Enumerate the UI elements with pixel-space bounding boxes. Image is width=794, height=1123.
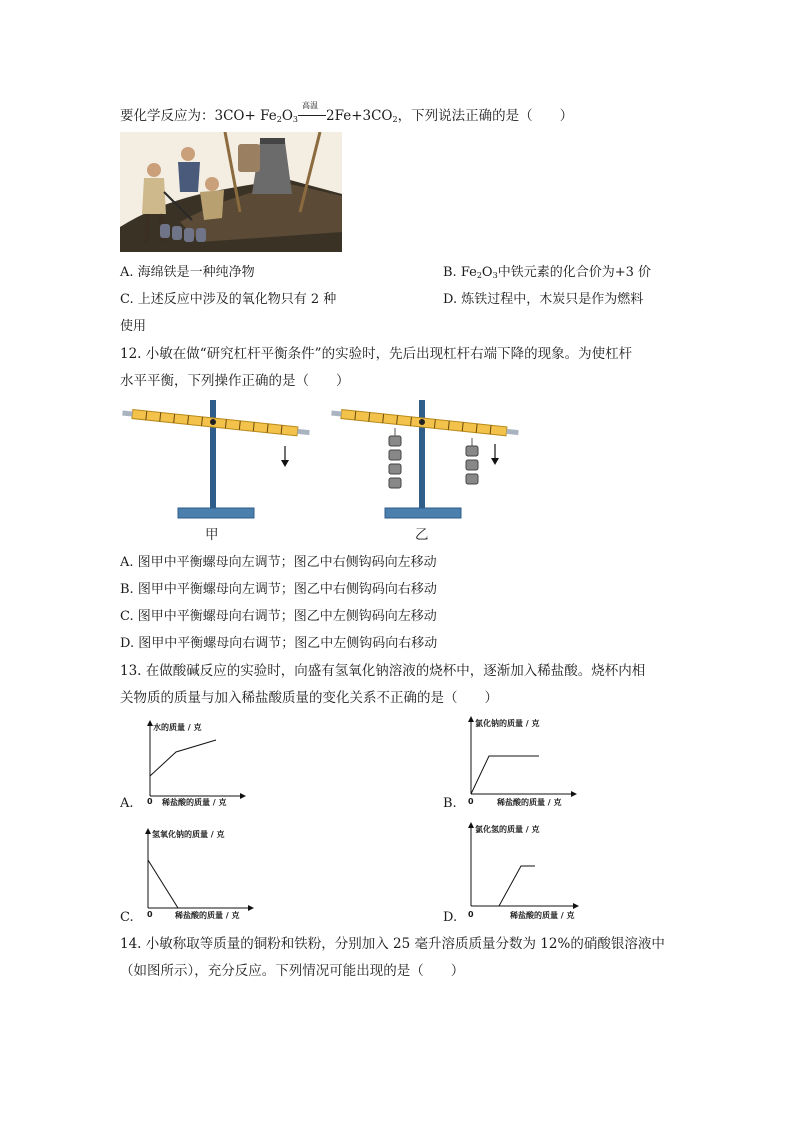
q13-graph-b-origin: 0	[468, 797, 474, 806]
q13-graph-c-ylabel: 氢氧化钠的质量 / 克	[152, 830, 225, 839]
q13-stem-line1: 13. 在做酸碱反应的实验时，向盛有氢氧化钠溶液的烧杯中，逐渐加入稀盐酸。烧杯内相	[120, 663, 646, 679]
q13-graph-a-xlabel: 稀盐酸的质量 / 克	[162, 798, 227, 807]
lever-caption-yi: 乙	[415, 527, 429, 543]
q13-graph-a-origin: 0	[147, 797, 153, 806]
q12-stem-line2: 水平平衡，下列操作正确的是（ ）	[120, 373, 350, 389]
q12-stem-line1: 12. 小敏在做“研究杠杆平衡条件”的实验时，先后出现杠杆右端下降的现象。为使杠杆	[120, 346, 633, 362]
q13-stem-line2: 关物质的质量与加入稀盐酸质量的变化关系不正确的是（ ）	[120, 690, 498, 706]
q13-option-b-letter[interactable]: B.	[443, 796, 457, 811]
q11-option-c[interactable]: C. 上述反应中涉及的氧化物只有 2 种	[120, 292, 337, 307]
q14-stem-line1: 14. 小敏称取等质量的铜粉和铁粉，分别加入 25 毫升溶质质量分数为 12%的硝酸银溶液中	[120, 936, 665, 952]
lever-caption-jia: 甲	[205, 527, 219, 543]
q12-option-d[interactable]: D. 图甲中平衡螺母向右调节；图乙中左侧钩码向右移动	[120, 636, 438, 651]
q13-graph-d-ylabel: 氯化氢的质量 / 克	[475, 825, 540, 834]
q13-graph-b-xlabel: 稀盐酸的质量 / 克	[497, 798, 562, 807]
q11-stem: 要化学反应为：$3CO+ Fe_2O_3$ 高温 $2Fe+3CO_2$，下列说法正确的是（ ）	[120, 101, 574, 124]
smelting-illustration	[120, 132, 342, 252]
q13-graph-b[interactable]	[463, 714, 593, 806]
q11-option-d-continued: 使用	[120, 319, 147, 334]
q13-graph-a-ylabel: 水的质量 / 克	[153, 723, 202, 732]
q11-option-a[interactable]: A. 海绵铁是一种纯净物	[120, 265, 255, 280]
q12-option-b[interactable]: B. 图甲中平衡螺母向左调节；图乙中右侧钩码向右移动	[120, 582, 437, 597]
q13-graph-d-origin: 0	[468, 910, 474, 919]
q12-option-c[interactable]: C. 图甲中平衡螺母向右调节；图乙中左侧钩码向左移动	[120, 609, 437, 624]
q13-option-a-letter[interactable]: A.	[120, 796, 134, 811]
q13-option-c-letter[interactable]: C.	[120, 910, 134, 925]
lever-figure-jia	[120, 396, 320, 546]
q13-graph-d-xlabel: 稀盐酸的质量 / 克	[510, 911, 575, 920]
lever-figure-yi	[325, 396, 525, 546]
reaction-condition: 高温	[298, 106, 326, 116]
q13-graph-b-ylabel: 氯化钠的质量 / 克	[475, 719, 540, 728]
q13-option-d-letter[interactable]: D.	[443, 910, 458, 925]
q13-graph-d[interactable]	[463, 820, 593, 918]
q13-graph-c[interactable]	[140, 826, 270, 920]
q13-graph-c-xlabel: 稀盐酸的质量 / 克	[175, 911, 240, 920]
q11-option-d[interactable]: D. 炼铁过程中，木炭只是作为燃料	[443, 292, 644, 307]
q13-graph-c-origin: 0	[147, 910, 153, 919]
q12-option-a[interactable]: A. 图甲中平衡螺母向左调节；图乙中右侧钩码向左移动	[120, 555, 437, 570]
q14-stem-line2: （如图所示），充分反应。下列情况可能出现的是（ ）	[120, 963, 465, 979]
q13-graph-a[interactable]	[140, 718, 270, 808]
q11-option-b[interactable]: B. $Fe_2O_3$中铁元素的化合价为+3 价	[443, 265, 651, 280]
